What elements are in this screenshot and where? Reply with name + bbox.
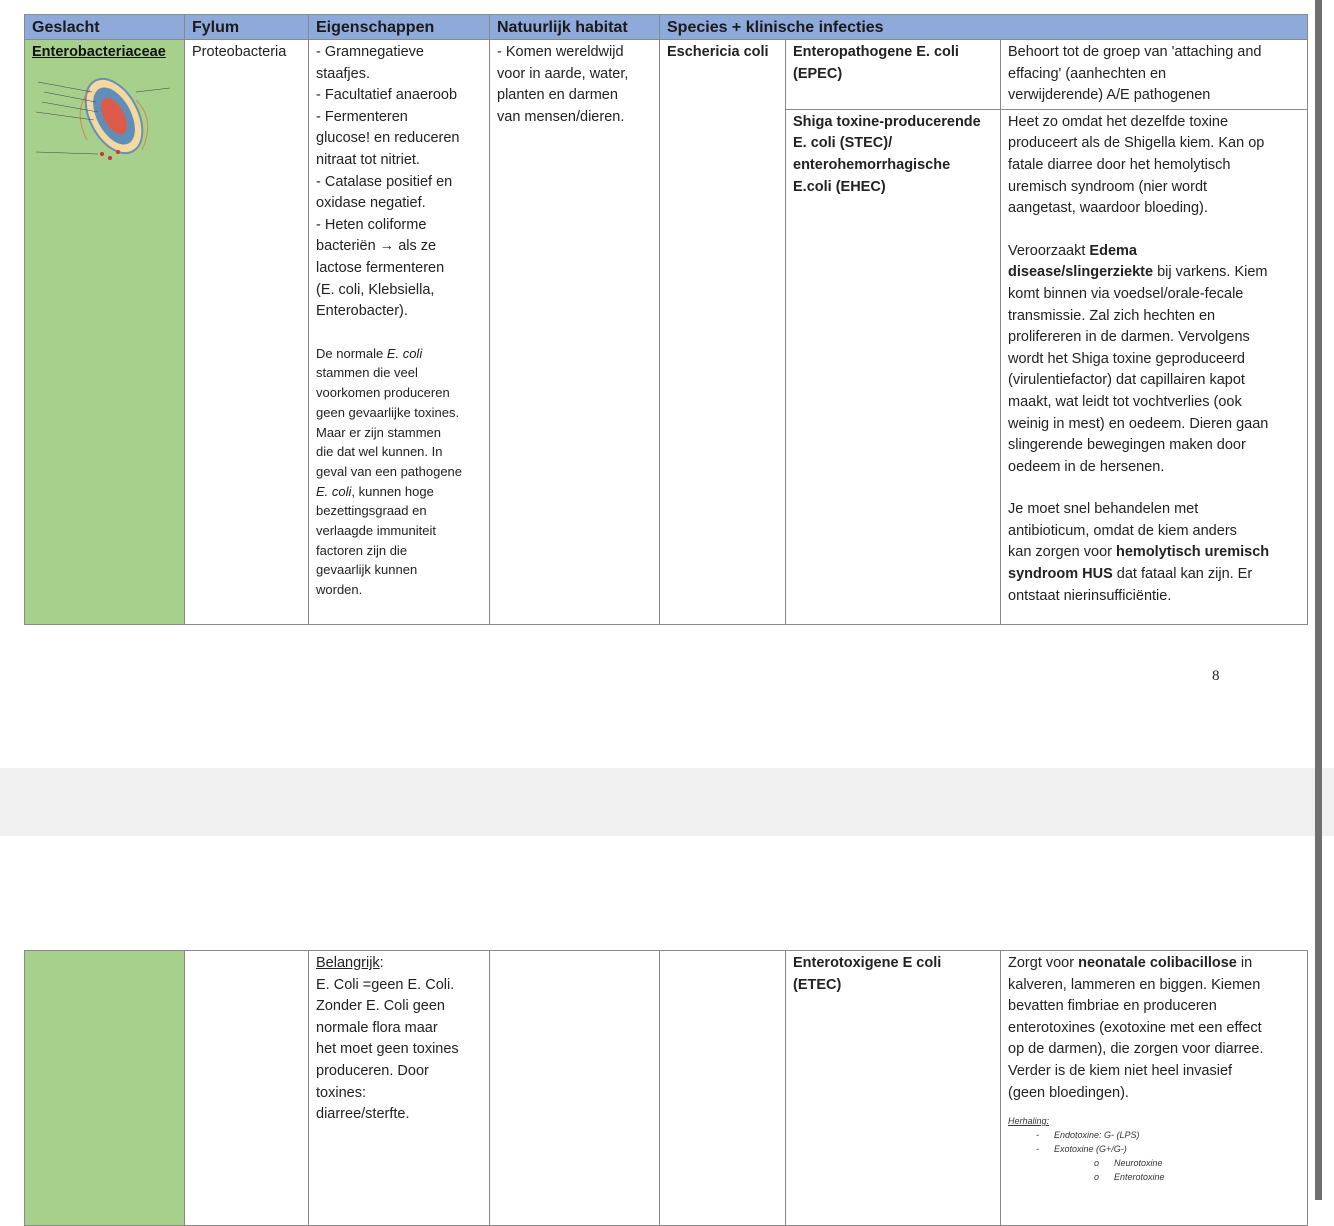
property-line: oxidase negatief. bbox=[316, 195, 426, 212]
properties-cell bbox=[309, 40, 490, 625]
stec-p2-line: prolifereren in de darmen. Vervolgens bbox=[1008, 329, 1250, 346]
note-line: factoren zijn die bbox=[316, 542, 408, 558]
stec-p3-line: Je moet snel behandelen met bbox=[1008, 501, 1199, 518]
species-name: Eschericia coli bbox=[667, 44, 769, 60]
habitat-line: - Komen wereldwijd bbox=[497, 44, 624, 60]
note-line: stammen die veel bbox=[316, 365, 418, 381]
hus-bold: hemolytisch uremisch bbox=[1116, 544, 1270, 561]
stec-p3-line: antibioticum, omdat de kiem anders bbox=[1008, 522, 1237, 539]
properties-note bbox=[316, 344, 482, 600]
habitat-line: voor in aarde, water, bbox=[497, 65, 629, 82]
property-line: lactose fermenteren bbox=[316, 259, 445, 276]
properties-list bbox=[316, 42, 482, 323]
etec-line: bevatten fimbriae en produceren bbox=[1008, 998, 1217, 1015]
belangrijk-line: toxines: bbox=[316, 1084, 366, 1101]
stec-p2-line: (virulentiefactor) dat capillairen kapot bbox=[1008, 372, 1245, 389]
herhaling-item: - Endotoxine: G- (LPS) bbox=[1036, 1130, 1140, 1141]
stec-desc-cell bbox=[1001, 109, 1308, 624]
habitat-cell bbox=[490, 951, 660, 1226]
note-line: worden. bbox=[316, 582, 363, 598]
note-line: Maar er zijn stammen bbox=[316, 424, 441, 440]
genus-cell bbox=[25, 951, 185, 1226]
stec-name-line: enterohemorrhagische bbox=[793, 156, 951, 173]
etec-text: in bbox=[1236, 955, 1253, 971]
header-fylum: Fylum bbox=[185, 15, 309, 40]
herhaling-subitem: o Neurotoxine bbox=[1094, 1158, 1163, 1169]
herhaling-subitem: o Enterotoxine bbox=[1094, 1172, 1165, 1183]
species-cell bbox=[660, 951, 786, 1226]
note-line: geen gevaarlijke toxines. bbox=[316, 404, 460, 420]
habitat-cell bbox=[490, 40, 660, 625]
stec-p2-line: oedeem in de hersenen. bbox=[1008, 458, 1165, 475]
herhaling-title: Herhaling: bbox=[1008, 1116, 1050, 1127]
etec-name bbox=[793, 953, 993, 996]
belangrijk-line: produceren. Door bbox=[316, 1062, 429, 1079]
etec-description bbox=[1008, 975, 1300, 1105]
stec-paragraph-1 bbox=[1008, 112, 1300, 220]
stec-p2-text: bij varkens. Kiem bbox=[1153, 264, 1268, 281]
stec-name-line: Shiga toxine-producerende bbox=[793, 113, 981, 130]
bacteria-table-continued bbox=[24, 950, 1308, 1226]
stec-paragraph-3 bbox=[1008, 499, 1300, 607]
stec-p2-line: transmissie. Zal zich hechten en bbox=[1008, 307, 1216, 324]
stec-name-line: E.coli (EHEC) bbox=[793, 178, 886, 195]
species-cell bbox=[660, 40, 786, 625]
stec-p2-line: slingerende bewegingen maken door bbox=[1008, 437, 1246, 454]
stec-p2-line: maakt, wat leidt tot vochtverlies (ook bbox=[1008, 393, 1242, 410]
stec-p1-line: Heet zo omdat het dezelfde toxine bbox=[1008, 113, 1229, 130]
belangrijk-colon: : bbox=[379, 955, 384, 971]
stec-paragraph-2 bbox=[1008, 241, 1300, 479]
table-header-row bbox=[25, 15, 1308, 40]
header-geslacht: Geslacht bbox=[25, 15, 185, 40]
header-natuurlijk-habitat: Natuurlijk habitat bbox=[490, 15, 660, 40]
belangrijk-line: het moet geen toxines bbox=[316, 1041, 459, 1058]
stec-p3-text: kan zorgen voor bbox=[1008, 544, 1117, 561]
genus-name: Enterobacteriaceae bbox=[32, 44, 166, 60]
epec-line: Behoort tot de groep van 'attaching and bbox=[1008, 44, 1262, 60]
property-line: - Heten coliforme bbox=[316, 216, 427, 233]
belangrijk-line: Zonder E. Coli geen bbox=[316, 998, 445, 1015]
slingerziekte-bold: disease/slingerziekte bbox=[1008, 264, 1154, 281]
property-line: - Catalase positief en bbox=[316, 173, 453, 190]
property-line: - Gramnegatieve bbox=[316, 44, 424, 60]
stec-name bbox=[793, 112, 993, 198]
belangrijk-text bbox=[316, 975, 482, 1126]
stec-name-line: E. coli (STEC)/ bbox=[793, 135, 893, 152]
hus-abbrev-bold: syndroom HUS bbox=[1008, 566, 1113, 583]
colibacillose-bold: neonatale colibacillose bbox=[1078, 955, 1237, 971]
belangrijk-label: Belangrijk bbox=[316, 955, 380, 971]
note-line: De normale E. coli bbox=[316, 345, 423, 361]
note-line: geval van een pathogene bbox=[316, 463, 463, 479]
habitat-text bbox=[497, 42, 652, 128]
note-line: bezettingsgraad en bbox=[316, 503, 427, 519]
epec-name: Enteropathogene E. coli (EPEC) bbox=[793, 44, 959, 82]
stec-p2-line: weinig in mest) en oedeem. Dieren gaan bbox=[1008, 415, 1269, 432]
property-line: - Facultatief anaeroob bbox=[316, 87, 458, 104]
stec-p3-text: dat fataal kan zijn. Er bbox=[1112, 566, 1253, 583]
stec-p2-text: Veroorzaakt bbox=[1008, 242, 1090, 259]
table-row bbox=[25, 951, 1308, 1226]
property-line: bacteriën → als ze bbox=[316, 238, 437, 255]
stec-p1-line: uremisch syndroom (nier wordt bbox=[1008, 178, 1208, 195]
belangrijk-cell bbox=[309, 951, 490, 1226]
phylum-cell bbox=[185, 40, 309, 625]
etec-name-line: Enterotoxigene E coli bbox=[793, 955, 942, 971]
genus-cell bbox=[25, 40, 185, 625]
epec-desc-cell bbox=[1001, 40, 1308, 110]
epec-name-cell bbox=[786, 40, 1001, 110]
property-line: Enterobacter). bbox=[316, 303, 408, 320]
document-page-9 bbox=[0, 836, 1314, 1200]
etec-text: Zorgt voor bbox=[1008, 955, 1079, 971]
stec-p1-line: aangetast, waardoor bloeding). bbox=[1008, 200, 1208, 217]
belangrijk-line: E. Coli =geen E. Coli. bbox=[316, 976, 455, 993]
stec-p1-line: produceert als de Shigella kiem. Kan op bbox=[1008, 135, 1265, 152]
etec-line: (geen bloedingen). bbox=[1008, 1084, 1129, 1101]
etec-line: enterotoxines (exotoxine met een effect bbox=[1008, 1019, 1262, 1036]
etec-name-line: (ETEC) bbox=[793, 976, 842, 993]
etec-name-cell bbox=[786, 951, 1001, 1226]
stec-p2-line: komt binnen via voedsel/orale-fecale bbox=[1008, 285, 1244, 302]
note-line: die dat wel kunnen. In bbox=[316, 444, 443, 460]
property-line: glucose! en reduceren bbox=[316, 130, 460, 147]
stec-p2-line: wordt het Shiga toxine geproduceerd bbox=[1008, 350, 1245, 367]
stec-p3-line: ontstaat nierinsufficiëntie. bbox=[1008, 587, 1172, 604]
note-line: E. coli, kunnen hoge bbox=[316, 483, 434, 499]
belangrijk-line: diarree/sterfte. bbox=[316, 1106, 410, 1123]
note-line: gevaarlijk kunnen bbox=[316, 562, 418, 578]
etec-line: op de darmen), die zorgen voor diarree. bbox=[1008, 1041, 1264, 1058]
note-line: voorkomen produceren bbox=[316, 385, 450, 401]
epec-description bbox=[1008, 42, 1300, 107]
epec-line: verwijderende) A/E pathogenen bbox=[1008, 87, 1211, 104]
property-line: - Fermenteren bbox=[316, 108, 408, 125]
stec-p1-line: fatale diarree door het hemolytisch bbox=[1008, 156, 1231, 173]
epec-line: effacing' (aanhechten en bbox=[1008, 65, 1167, 82]
etec-line: Verder is de kiem niet heel invasief bbox=[1008, 1062, 1233, 1079]
header-eigenschappen: Eigenschappen bbox=[309, 15, 490, 40]
note-line: verlaagde immuniteit bbox=[316, 523, 436, 539]
bacteria-table bbox=[24, 14, 1308, 625]
table-row bbox=[25, 40, 1308, 110]
herhaling-item: - Exotoxine (G+/G-) bbox=[1036, 1144, 1127, 1155]
property-line: staafjes. bbox=[316, 65, 370, 82]
belangrijk-line: normale flora maar bbox=[316, 1019, 438, 1036]
phylum-cell bbox=[185, 951, 309, 1226]
header-species: Species + klinische infecties bbox=[660, 15, 1308, 40]
herhaling-box bbox=[1008, 1114, 1300, 1184]
edema-bold: Edema bbox=[1089, 242, 1137, 259]
habitat-line: van mensen/dieren. bbox=[497, 108, 625, 125]
bacterium-illustration bbox=[32, 70, 172, 170]
habitat-line: planten en darmen bbox=[497, 87, 618, 104]
etec-line: kalveren, lammeren en biggen. Kiemen bbox=[1008, 976, 1261, 993]
page-number: 8 bbox=[1212, 668, 1220, 684]
stec-name-cell bbox=[786, 109, 1001, 624]
etec-desc-cell bbox=[1001, 951, 1308, 1226]
property-line: (E. coli, Klebsiella, bbox=[316, 281, 435, 298]
property-line: nitraat tot nitriet. bbox=[316, 151, 420, 168]
scrollbar[interactable] bbox=[1315, 0, 1322, 1200]
page-separator bbox=[0, 768, 1334, 836]
phylum-name: Proteobacteria bbox=[192, 44, 287, 60]
